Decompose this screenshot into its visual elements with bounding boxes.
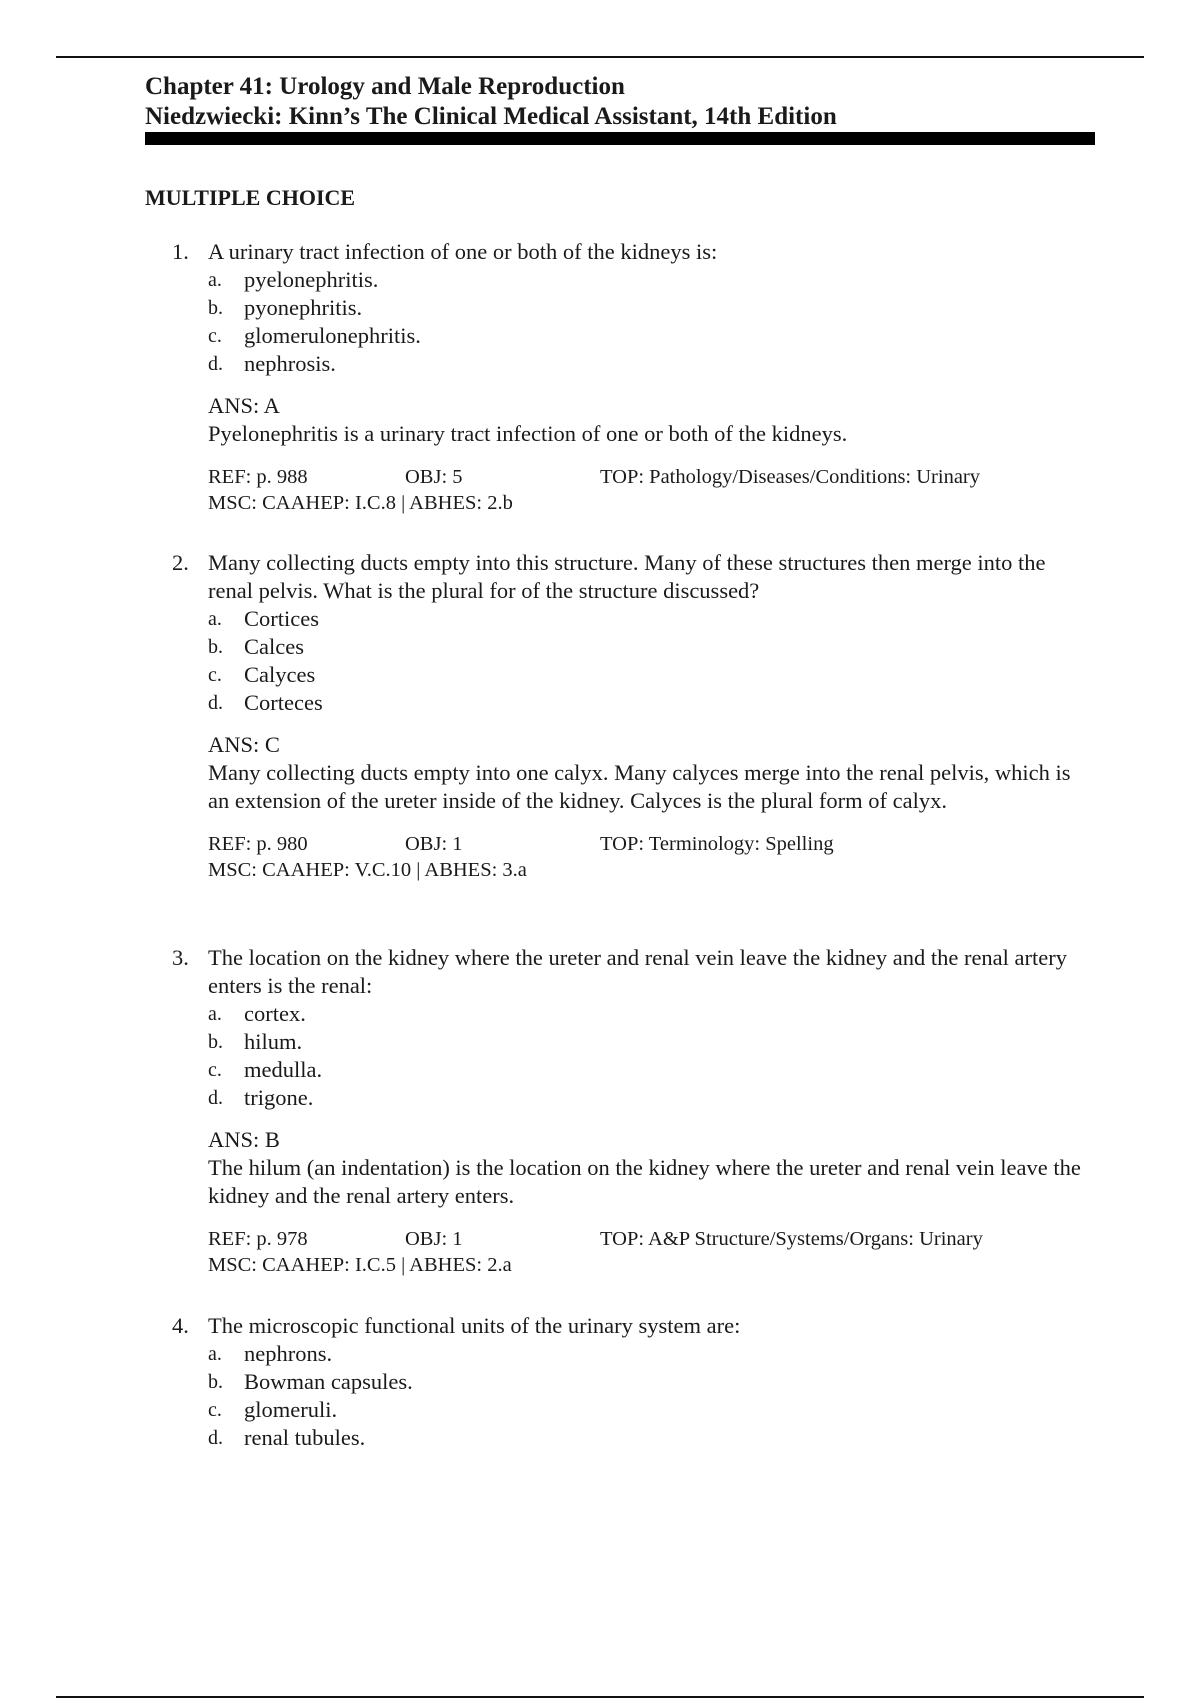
option-letter: b. (208, 297, 223, 319)
option-text: Corteces (244, 690, 323, 715)
question-stem: A urinary tract infection of one or both of the kidneys is: (208, 239, 718, 264)
option-b (145, 633, 1095, 661)
answer-block (145, 1126, 1095, 1210)
option-letter: c. (208, 1399, 222, 1421)
metadata-block (145, 1226, 1095, 1278)
bottom-rule (56, 1696, 1144, 1698)
rationale: Many collecting ducts empty into one calyx. Many calyces merge into the renal pelvis, which is an extension of the ureter inside of the kidney. Calyces is the plural form of calyx. (208, 760, 1071, 813)
option-letter: d. (208, 1427, 223, 1449)
option-text: trigone. (244, 1085, 314, 1110)
option-c (145, 1056, 1095, 1084)
option-letter: d. (208, 1087, 223, 1109)
rationale: The hilum (an indentation) is the location on the kidney where the ureter and renal vein leave the kidney and the renal artery enters. (208, 1155, 1081, 1208)
question-number: 1. (172, 239, 189, 264)
obj: OBJ: 5 (405, 466, 463, 488)
option-a (145, 605, 1095, 633)
option-text: medulla. (244, 1057, 323, 1082)
topic: TOP: Pathology/Diseases/Conditions: Urinary (600, 466, 981, 488)
question-3 (145, 944, 1095, 1278)
answer-key: ANS: C (208, 732, 280, 757)
option-text: glomeruli. (244, 1397, 338, 1422)
option-text: nephrons. (244, 1341, 333, 1366)
question-number: 4. (172, 1313, 189, 1338)
option-letter: c. (208, 664, 222, 686)
metadata-block (145, 464, 1095, 516)
option-text: nephrosis. (244, 351, 336, 376)
option-text: hilum. (244, 1029, 303, 1054)
option-letter: d. (208, 353, 223, 375)
question-stem: The microscopic functional units of the urinary system are: (208, 1313, 741, 1338)
option-letter: d. (208, 692, 223, 714)
option-text: pyonephritis. (244, 295, 363, 320)
question-1 (145, 238, 1095, 516)
book-title: Niedzwiecki: Kinn’s The Clinical Medical Assistant, 14th Edition (145, 103, 837, 130)
topic: TOP: Terminology: Spelling (600, 833, 834, 855)
option-letter: a. (208, 608, 222, 630)
metadata-block (145, 831, 1095, 883)
option-d (145, 350, 1095, 378)
option-d (145, 1084, 1095, 1112)
ref: REF: p. 988 (208, 466, 308, 488)
option-letter: b. (208, 636, 223, 658)
option-text: Bowman capsules. (244, 1369, 413, 1394)
option-text: Calces (244, 634, 304, 659)
ref: REF: p. 980 (208, 833, 308, 855)
option-text: Calyces (244, 662, 316, 687)
answer-block (145, 731, 1095, 815)
option-letter: a. (208, 1343, 222, 1365)
question-stem: Many collecting ducts empty into this structure. Many of these structures then merge into the renal pelvis. What is the plural for of the structure discussed? (208, 550, 1046, 603)
topic: TOP: A&P Structure/Systems/Organs: Urinary (600, 1228, 983, 1250)
chapter-title: Chapter 41: Urology and Male Reproduction (145, 73, 625, 100)
top-rule (56, 56, 1144, 58)
question-stem: The location on the kidney where the ureter and renal vein leave the kidney and the renal artery enters is the renal: (208, 945, 1067, 998)
option-a (145, 1000, 1095, 1028)
option-b (145, 294, 1095, 322)
rationale: Pyelonephritis is a urinary tract infection of one or both of the kidneys. (208, 421, 848, 446)
msc: MSC: CAAHEP: I.C.8 | ABHES: 2.b (208, 492, 513, 514)
option-text: pyelonephritis. (244, 267, 379, 292)
option-letter: c. (208, 325, 222, 347)
answer-key: ANS: A (208, 393, 280, 418)
obj: OBJ: 1 (405, 1228, 463, 1250)
option-d (145, 689, 1095, 717)
option-text: glomerulonephritis. (244, 323, 421, 348)
answer-block (145, 392, 1095, 448)
option-letter: a. (208, 1003, 222, 1025)
question-number: 3. (172, 945, 189, 970)
option-text: renal tubules. (244, 1425, 366, 1450)
option-b (145, 1028, 1095, 1056)
option-letter: b. (208, 1371, 223, 1393)
option-a (145, 266, 1095, 294)
option-c (145, 661, 1095, 689)
obj: OBJ: 1 (405, 833, 463, 855)
option-letter: b. (208, 1031, 223, 1053)
option-letter: c. (208, 1059, 222, 1081)
option-a (145, 1340, 1095, 1368)
section-title: MULTIPLE CHOICE (145, 185, 356, 210)
question-4 (145, 1312, 1095, 1452)
msc: MSC: CAAHEP: I.C.5 | ABHES: 2.a (208, 1254, 512, 1276)
option-c (145, 322, 1095, 350)
header-rule (145, 132, 1095, 145)
option-letter: a. (208, 269, 222, 291)
question-2 (145, 549, 1095, 883)
option-b (145, 1368, 1095, 1396)
msc: MSC: CAAHEP: V.C.10 | ABHES: 3.a (208, 859, 527, 881)
option-text: Cortices (244, 606, 319, 631)
option-c (145, 1396, 1095, 1424)
question-number: 2. (172, 550, 189, 575)
ref: REF: p. 978 (208, 1228, 308, 1250)
document-header (145, 72, 1095, 132)
answer-key: ANS: B (208, 1127, 280, 1152)
option-text: cortex. (244, 1001, 306, 1026)
option-d (145, 1424, 1095, 1452)
